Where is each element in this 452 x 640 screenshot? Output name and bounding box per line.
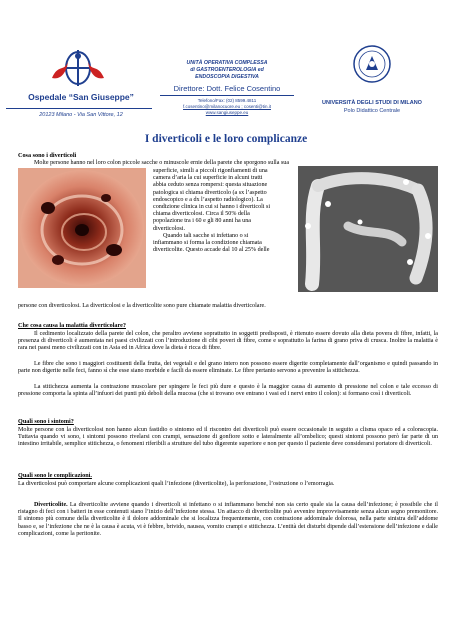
hospital-divider (6, 108, 152, 109)
text-line: abbia ceduto senza rompersi: questa situazione (153, 182, 268, 189)
section-heading-cosa: Cosa sono i diverticoli (18, 152, 77, 159)
contact-phone: Telefono/Fax: (02) 8599.4811 (197, 98, 257, 103)
diverticolite-paragraph (18, 502, 438, 538)
unit-divider (160, 95, 294, 96)
cosa-paragraph-wrap (153, 168, 293, 254)
unit-line: di GASTROENTEROLOGIA ed (190, 67, 264, 73)
text-line: camera d’aria la cui superficie in alcuni tratti (153, 175, 263, 182)
university-subtitle: Polo Didattico Centrale (343, 108, 401, 114)
university-seal (352, 44, 392, 84)
complicazioni-paragraph: La diverticolosi può comportare alcune complicazioni quali l’infezione (diverticolite), la perforazione, l’ostruzione o l’emorragia. (18, 481, 335, 487)
causa-paragraph-3: La stitichezza aumenta la contrazione muscolare per spingere le feci più dure e questo è la maggior causa di aumento di pressione nel colon e tale eccesso di pressione comporta la spinta all’infuori dei punti più deboli della mucosa (che si trovano ove entrano i vasi ed i nervi entro il colon): si formano così i diverticoli. (18, 384, 438, 398)
university-name: UNIVERSITÀ DEGLI STUDI DI MILANO (322, 100, 422, 106)
hospital-logo (18, 44, 138, 88)
contact-email-link[interactable]: f.cosentino@milanocuore.eu ; cosenti@tin.it (183, 104, 271, 109)
radiological-image (298, 166, 438, 292)
causa-paragraph-2: Le fibre che sono i maggiori costituenti della frutta, dei vegetali e del grano intero non possono essere digerite completamente dall’organismo e quindi passando in parte non digerite nelle feci, fanno sì che esse siano morbide e facili da essere eliminate. Le fibre pertanto servono a prevenire la stitichezza. (18, 361, 438, 375)
unit-line: ENDOSCOPIA DIGESTIVA (195, 74, 259, 80)
endoscopic-image (18, 168, 146, 288)
text-line: popolazione tra i 60 e gli 80 anni ha una (153, 218, 251, 225)
section-heading-causa: Che cosa causa la malattia diverticolare? (18, 322, 126, 329)
cosa-paragraph-start: Molte persone hanno nel loro colon piccole sacche o minuscole ernie della parete che sporgono sulla sua (34, 160, 290, 166)
contacts (152, 98, 302, 116)
text-line: diverticolosi. (153, 225, 185, 232)
section-heading-sintomi: Quali sono i sintomi? (18, 418, 74, 425)
sintomi-paragraph: Molte persone con la diverticolosi non hanno alcun fastidio o sintomo ed il riscontro dei diverticoli può essere occasionale in seguito a clisma opaco ed a colonscopia. Tuttavia quando vi sono, i sintomi possono rivelarsi con crampi, sensazione di gonfiore sotto e lateralmente all’ombelico; questi sintomi possono però far parte di un intestino irritabile, semplice stitichezza, o fenomeni riferibili a strutture del tubo digerente superiore e non per questo il paziente deve considerarsi portatore di diverticoli. (18, 427, 438, 448)
text-line: superficie, simili a piccoli rigonfiamenti di una (153, 168, 268, 174)
hospital-name: Ospedale “San Giuseppe” (28, 92, 134, 102)
text-line: infiammano si forma la condizione chiamata (153, 240, 262, 247)
unit-name (152, 60, 302, 81)
text-line: diverticolite. Questo accade dal 10 al 25% delle (153, 247, 270, 254)
section-heading-complicazioni: Quali sono le complicazioni. (18, 472, 92, 479)
director-name: Direttore: Dott. Felice Cosentino (173, 84, 281, 93)
diverticolite-text: La diverticolite avviene quando i diverticoli si infettano o si infiammano benché non sia certo quale sia la causa dell’infezione; è possibile che il ristagno di feci con i batteri in esse contenuti siano l’inizio dell’infezione stessa. Un attacco di diverticolite può avvenire improvvisamente senza alcun segno premonitore. Il sintomo più comune della diverticolite è il dolore addominale che si localizza frequentemente, con contrazione addominale dolorosa, nella parte sinistra dell’addome basso e, se l’infezione che ne è la causa è acuta, vi è febbre, brivido, nausea, vomito crampi e stitichezza. L’entità dei disturbi dipende dall’estensione dell’infezione e dalle complicazioni, come la peritonite. (18, 502, 438, 537)
unit-line: UNITÀ OPERATIVA COMPLESSA (186, 60, 268, 66)
page-title: I diverticoli e le loro complicanze (144, 133, 308, 145)
hospital-address: 20123 Milano - Via San Vittore, 12 (39, 112, 123, 118)
diverticolite-label: Diverticolite. (34, 502, 68, 508)
text-line: endoscopico e a dx l’aspetto radiologico). La (153, 196, 263, 203)
text-line: patologica si chiama diverticolo (a sx l’aspetto (153, 189, 267, 196)
text-line: chiama diverticolosi. Circa il 50% della (153, 211, 250, 218)
causa-paragraph-1: Il cedimento localizzato della parete del colon, che peraltro avviene soprattutto in soggetti predisposti, è ritenuto essere dovuto alla dieta povera di fibre, infatti, la presenza di diverticoli è aumentata nei paesi civilizzati con l’introduzione di cibi poveri di fibre, come e soprattutto la farina di grano priva di crusca. Inoltre la malattia è rara nei paesi meno civilizzati con in Asia ed in Africa dove la dieta è ricca di fibre. (18, 331, 438, 352)
contact-web-link[interactable]: www.sangiuseppe.eu (205, 110, 249, 115)
cosa-paragraph-end: persone con diverticolosi. La diverticolosi e la diverticolite sono pure chiamate malattia diverticolare. (18, 303, 266, 309)
text-line: Quando tali sacche si infettano o si (163, 232, 249, 239)
text-line: condizione clinica in cui si hanno i diverticoli si (153, 204, 271, 211)
